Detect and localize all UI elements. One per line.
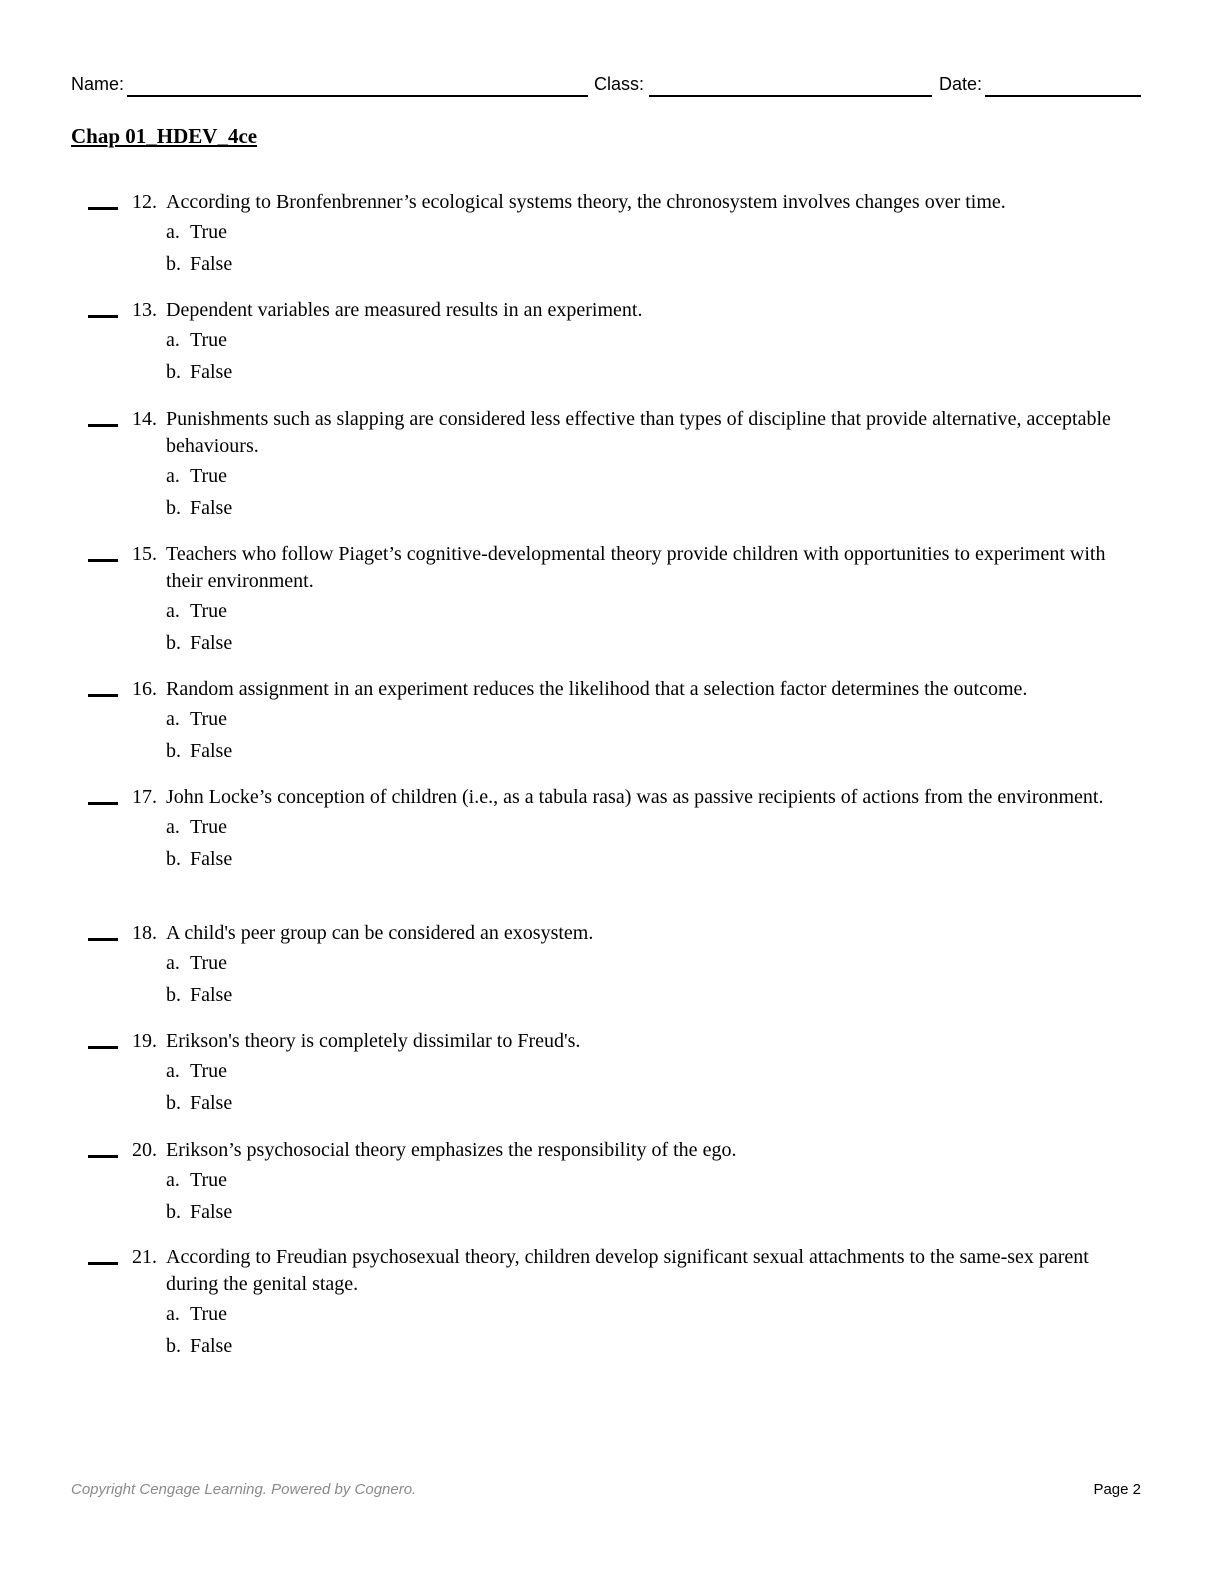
question-item [88, 541, 1148, 662]
option-label: True [190, 329, 228, 351]
option-label: False [190, 632, 233, 654]
option-label: False [190, 1092, 233, 1114]
question-item [88, 784, 1148, 878]
option-letter: a. [166, 600, 180, 622]
answer-options [166, 706, 1148, 770]
question-text: Erikson’s psychosocial theory emphasizes the responsibility of the ego. [166, 1139, 737, 1161]
option-false[interactable] [166, 982, 1148, 1014]
option-letter: b. [166, 253, 181, 275]
option-true[interactable] [166, 1301, 1148, 1333]
question-text: According to Bronfenbrenner’s ecological systems theory, the chronosystem involves changes over time. [166, 191, 1006, 213]
question-item [88, 1137, 1148, 1231]
option-letter: b. [166, 632, 181, 654]
option-letter: b. [166, 497, 181, 519]
answer-options [166, 814, 1148, 878]
question-item [88, 920, 1148, 1014]
option-letter: b. [166, 984, 181, 1006]
option-true[interactable] [166, 219, 1148, 251]
option-true[interactable] [166, 598, 1148, 630]
question-item [88, 1244, 1148, 1365]
answer-blank[interactable] [88, 938, 118, 941]
option-letter: a. [166, 952, 180, 974]
option-letter: b. [166, 848, 181, 870]
option-false[interactable] [166, 1090, 1148, 1122]
answer-options [166, 1058, 1148, 1122]
answer-blank[interactable] [88, 424, 118, 427]
answer-options [166, 463, 1148, 527]
option-false[interactable] [166, 1199, 1148, 1231]
option-label: True [190, 1169, 228, 1191]
answer-options [166, 598, 1148, 662]
option-letter: a. [166, 1303, 180, 1325]
option-label: False [190, 848, 233, 870]
option-false[interactable] [166, 738, 1148, 770]
question-item [88, 406, 1148, 527]
question-number: 17. [132, 786, 157, 808]
question-text: Dependent variables are measured results in an experiment. [166, 299, 643, 321]
answer-blank[interactable] [88, 1262, 118, 1265]
question-text: Punishments such as slapping are considered less effective than types of discipline that provide alternative, acceptable behaviours. [166, 408, 1111, 457]
answer-blank[interactable] [88, 559, 118, 562]
option-label: False [190, 497, 233, 519]
question-text: Random assignment in an experiment reduces the likelihood that a selection factor determines the outcome. [166, 678, 1028, 700]
answer-blank[interactable] [88, 315, 118, 318]
option-letter: a. [166, 1060, 180, 1082]
option-true[interactable] [166, 1058, 1148, 1090]
question-number: 12. [132, 191, 157, 213]
answer-blank[interactable] [88, 1155, 118, 1158]
option-label: False [190, 253, 233, 275]
question-number: 13. [132, 299, 157, 321]
answer-blank[interactable] [88, 207, 118, 210]
option-label: True [190, 708, 228, 730]
option-true[interactable] [166, 950, 1148, 982]
question-text: Teachers who follow Piaget’s cognitive-developmental theory provide children with opportunities to experiment with their environment. [166, 543, 1106, 592]
option-letter: a. [166, 465, 180, 487]
option-false[interactable] [166, 1333, 1148, 1365]
option-true[interactable] [166, 463, 1148, 495]
option-letter: a. [166, 708, 180, 730]
date-field[interactable] [985, 95, 1141, 97]
copyright-footer: Copyright Cengage Learning. Powered by Cognero. [71, 1481, 417, 1498]
answer-options [166, 1301, 1148, 1365]
option-letter: b. [166, 1335, 181, 1357]
name-field[interactable] [127, 95, 588, 97]
option-letter: a. [166, 221, 180, 243]
question-text: John Locke’s conception of children (i.e., as a tabula rasa) was as passive recipients of actions from the environment. [166, 786, 1104, 808]
chapter-title: Chap 01_HDEV_4ce [71, 124, 258, 148]
question-text: Erikson's theory is completely dissimilar to Freud's. [166, 1030, 581, 1052]
option-label: True [190, 465, 228, 487]
option-label: True [190, 600, 228, 622]
question-item [88, 189, 1148, 283]
option-label: True [190, 1303, 228, 1325]
option-label: False [190, 1201, 233, 1223]
option-true[interactable] [166, 327, 1148, 359]
option-true[interactable] [166, 706, 1148, 738]
option-letter: b. [166, 361, 181, 383]
question-number: 16. [132, 678, 157, 700]
option-false[interactable] [166, 846, 1148, 878]
option-false[interactable] [166, 251, 1148, 283]
option-label: False [190, 1335, 233, 1357]
option-label: False [190, 984, 233, 1006]
name-label: Name: [71, 74, 125, 94]
option-label: True [190, 221, 228, 243]
question-number: 14. [132, 408, 157, 430]
option-letter: a. [166, 1169, 180, 1191]
question-item [88, 297, 1148, 391]
question-number: 19. [132, 1030, 157, 1052]
option-label: True [190, 816, 228, 838]
question-text: According to Freudian psychosexual theory, children develop significant sexual attachments to the same-sex parent during the genital stage. [166, 1246, 1089, 1295]
option-false[interactable] [166, 495, 1148, 527]
question-number: 15. [132, 543, 157, 565]
option-false[interactable] [166, 630, 1148, 662]
class-label: Class: [594, 74, 645, 94]
option-label: False [190, 361, 233, 383]
answer-blank[interactable] [88, 694, 118, 697]
option-letter: b. [166, 1201, 181, 1223]
option-letter: a. [166, 816, 180, 838]
option-label: True [190, 1060, 228, 1082]
answer-options [166, 950, 1148, 1014]
question-number: 20. [132, 1139, 157, 1161]
answer-blank[interactable] [88, 1046, 118, 1049]
question-number: 18. [132, 922, 157, 944]
option-letter: a. [166, 329, 180, 351]
option-letter: b. [166, 740, 181, 762]
question-number: 21. [132, 1246, 157, 1268]
option-false[interactable] [166, 359, 1148, 391]
answer-blank[interactable] [88, 802, 118, 805]
option-label: False [190, 740, 233, 762]
answer-options [166, 219, 1148, 283]
student-info-header [71, 72, 1141, 98]
option-true[interactable] [166, 1167, 1148, 1199]
question-item [88, 676, 1148, 770]
class-field[interactable] [649, 95, 932, 97]
date-label: Date: [939, 74, 983, 94]
option-label: True [190, 952, 228, 974]
option-letter: b. [166, 1092, 181, 1114]
question-item [88, 1028, 1148, 1122]
option-true[interactable] [166, 814, 1148, 846]
question-text: A child's peer group can be considered an exosystem. [166, 922, 594, 944]
page-number: Page 2 [1093, 1481, 1141, 1498]
answer-options [166, 327, 1148, 391]
answer-options [166, 1167, 1148, 1231]
